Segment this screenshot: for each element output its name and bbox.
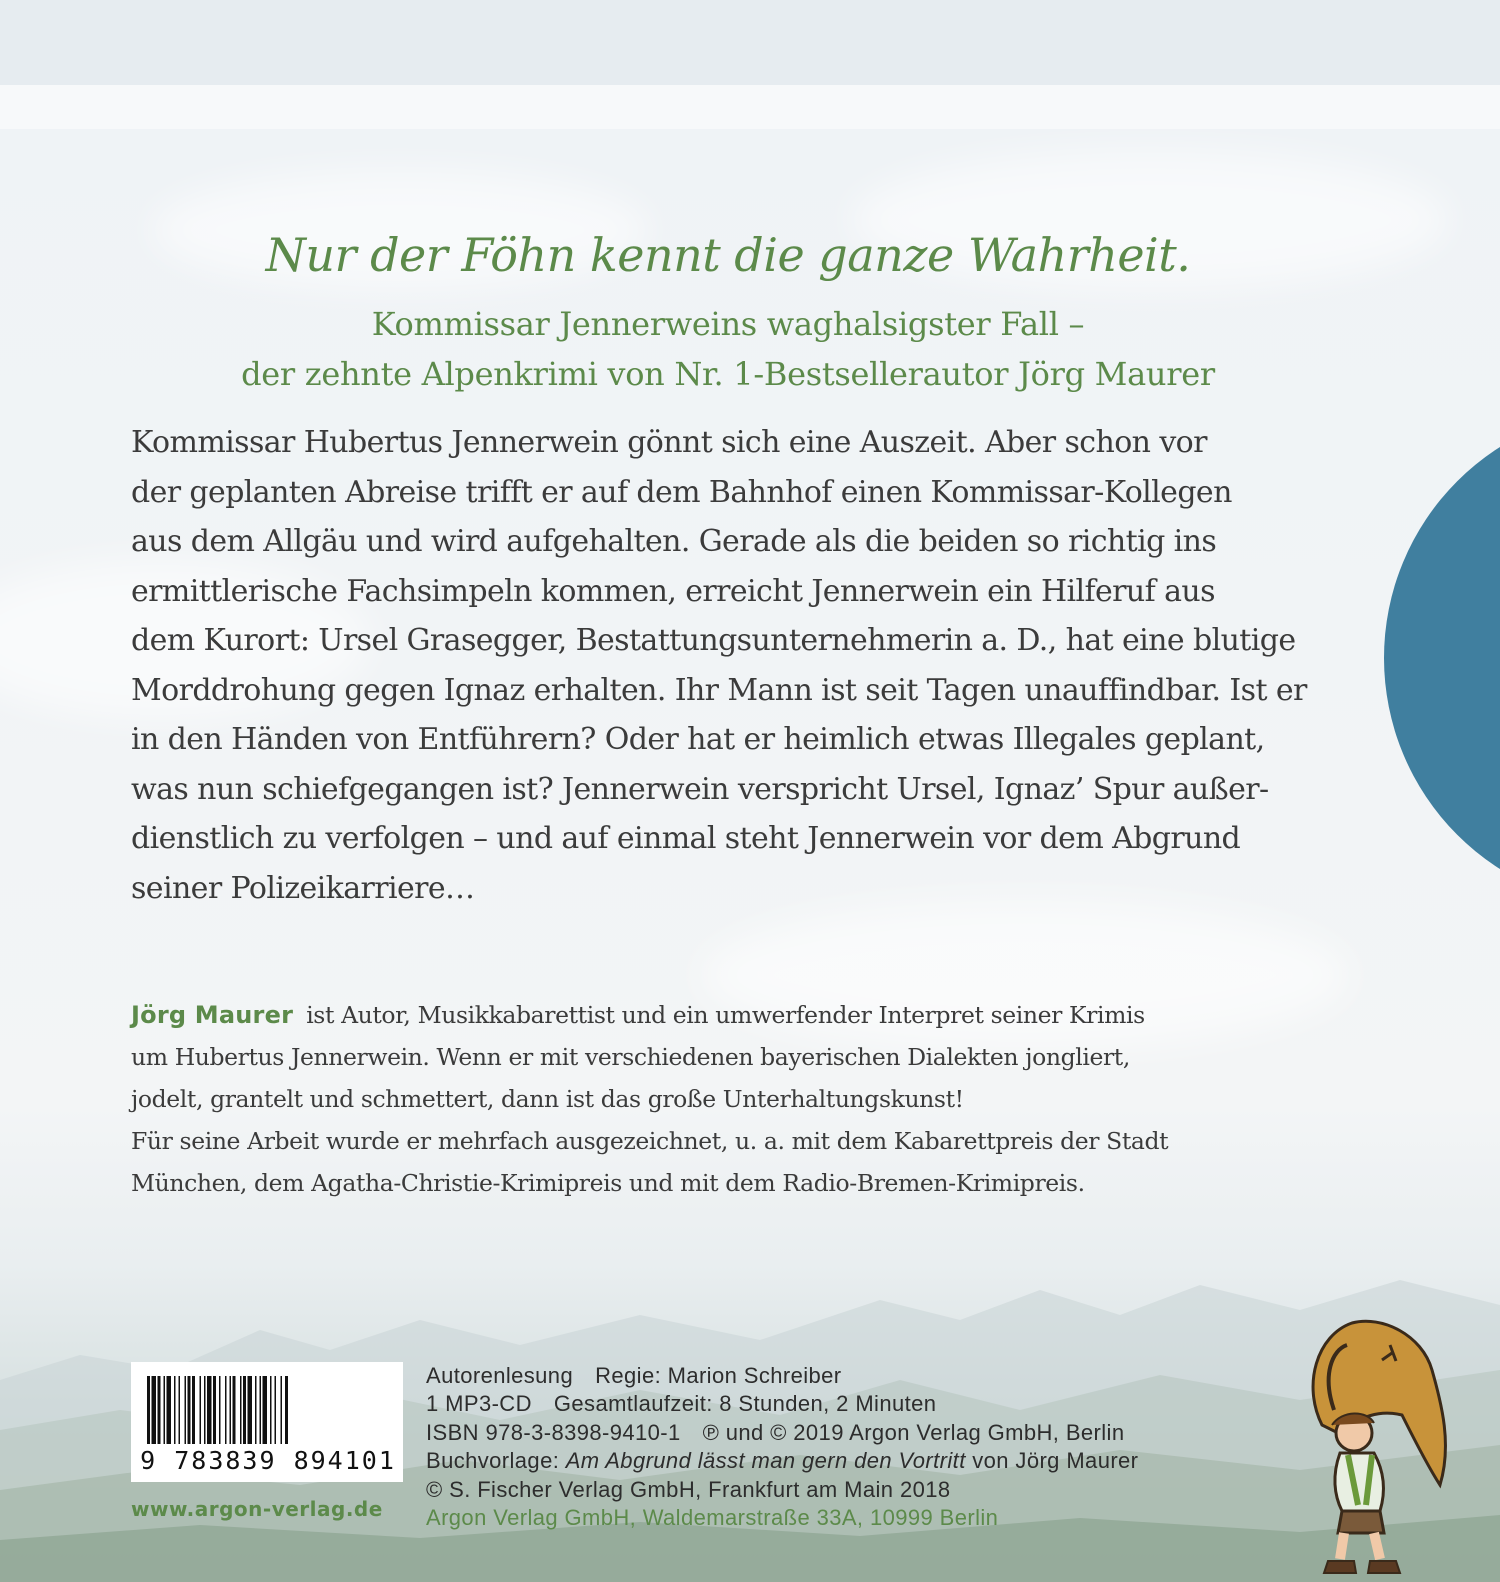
synopsis-line: dienstlich zu verfolgen – und auf einmal steht Jennerwein vor dem Abgrund bbox=[131, 821, 1241, 856]
barcode-bar bbox=[158, 1376, 161, 1444]
info-line: © S. Fischer Verlag GmbH, Frankfurt am Main 2018 bbox=[426, 1476, 951, 1502]
barcode-bar bbox=[164, 1376, 166, 1444]
barcode-bar bbox=[243, 1376, 246, 1444]
info-autorenlesung: Autorenlesung bbox=[426, 1363, 574, 1388]
synopsis-line: der geplanten Abreise trifft er auf dem Bahnhof einen Kommissar-Kollegen bbox=[131, 474, 1232, 510]
synopsis-line: seiner Polizeikarriere… bbox=[131, 870, 475, 906]
info-line bbox=[426, 1390, 1306, 1418]
publisher-website-link[interactable]: www.argon-verlag.de bbox=[131, 1497, 383, 1521]
barcode-bar bbox=[285, 1376, 288, 1444]
barcode-bar bbox=[185, 1376, 187, 1444]
barcode-bar bbox=[233, 1376, 236, 1444]
barcode-bar bbox=[207, 1376, 212, 1444]
info-book-title: Am Abgrund lässt man gern den Vortritt bbox=[565, 1448, 966, 1474]
info-format: 1 MP3-CD bbox=[426, 1391, 532, 1417]
barcode-bar bbox=[263, 1376, 268, 1444]
info-copyright: ℗ und © 2019 Argon Verlag GmbH, Berlin bbox=[702, 1419, 1125, 1445]
author-bio bbox=[131, 994, 1411, 1204]
bio-line: um Hubertus Jennerwein. Wenn er mit verschiedenen bayerischen Dialekten jongliert, bbox=[131, 1043, 1130, 1071]
barcode-bar bbox=[179, 1376, 181, 1444]
subtitle-line-2: der zehnte Alpenkrimi von Nr. 1-Bestsellerautor Jörg Maurer bbox=[241, 355, 1215, 393]
barcode-bar bbox=[219, 1376, 221, 1444]
barcode-bar bbox=[240, 1376, 242, 1444]
synopsis-line: Kommissar Hubertus Jennerwein gönnt sich eine Auszeit. Aber schon vor bbox=[131, 425, 1207, 460]
barcode-bar bbox=[230, 1376, 232, 1444]
info-line bbox=[426, 1447, 1306, 1475]
barcode-icon bbox=[147, 1376, 387, 1444]
synopsis-line: ermittlerische Fachsimpeln kommen, erreicht Jennerwein ein Hilferuf aus bbox=[131, 573, 1215, 609]
synopsis-line: dem Kurort: Ursel Grasegger, Bestattungsunternehmerin a. D., hat eine blutige bbox=[131, 623, 1296, 658]
barcode-bar bbox=[270, 1376, 272, 1444]
info-isbn: ISBN 978-3-8398-9410-1 bbox=[426, 1419, 681, 1445]
synopsis-line: aus dem Allgäu und wird aufgehalten. Gerade als die beiden so richtig ins bbox=[131, 524, 1217, 559]
barcode bbox=[131, 1362, 403, 1482]
barcode-bar bbox=[174, 1376, 176, 1444]
barcode-bar bbox=[255, 1376, 257, 1444]
synopsis-line: in den Händen von Entführern? Oder hat er heimlich etwas Illegales geplant, bbox=[131, 722, 1265, 757]
synopsis bbox=[131, 418, 1351, 913]
bio-line: jodelt, grantelt und schmettert, dann ist das große Unterhaltungskunst! bbox=[131, 1085, 964, 1113]
subtitle-line-1: Kommissar Jennerweins waghalsigster Fall – bbox=[371, 305, 1085, 343]
mountaineer-illustration-icon bbox=[1262, 1315, 1462, 1577]
barcode-bar bbox=[225, 1376, 227, 1444]
tagline: Nur der Föhn kennt die ganze Wahrheit. bbox=[265, 228, 1191, 282]
blue-disc-edge bbox=[1384, 408, 1500, 908]
top-white-band bbox=[0, 85, 1500, 129]
info-regie: Regie: Marion Schreiber bbox=[595, 1363, 842, 1388]
barcode-bar bbox=[213, 1376, 216, 1444]
top-sky-strip bbox=[0, 0, 1500, 85]
barcode-bar bbox=[260, 1376, 262, 1444]
bio-line: Für seine Arbeit wurde er mehrfach ausgezeichnet, u. a. mit dem Kabarettpreis der Stadt bbox=[131, 1127, 1169, 1155]
barcode-bar bbox=[188, 1376, 191, 1444]
author-name: Jörg Maurer bbox=[131, 1001, 294, 1029]
bio-line bbox=[131, 994, 1411, 1036]
info-buchvorlage-label: Buchvorlage: bbox=[426, 1448, 560, 1474]
barcode-bar bbox=[167, 1376, 172, 1444]
barcode-bar bbox=[275, 1376, 277, 1444]
production-info bbox=[426, 1362, 1306, 1532]
bio-line: München, dem Agatha-Christie-Krimipreis und mit dem Radio-Bremen-Krimipreis. bbox=[131, 1169, 1085, 1197]
barcode-bar bbox=[192, 1376, 195, 1444]
publisher-address: Argon Verlag GmbH, Waldemarstraße 33A, 10999 Berlin bbox=[426, 1505, 999, 1531]
synopsis-line: Morddrohung gegen Ignaz erhalten. Ihr Mann ist seit Tagen unauffindbar. Ist er bbox=[131, 672, 1307, 708]
info-runtime: Gesamtlaufzeit: 8 Stunden, 2 Minuten bbox=[553, 1391, 937, 1417]
info-line bbox=[426, 1362, 1306, 1390]
barcode-number: 9 783839 894101 bbox=[140, 1446, 396, 1475]
info-book-author: von Jörg Maurer bbox=[972, 1448, 1139, 1474]
barcode-bar bbox=[248, 1376, 253, 1444]
info-line bbox=[426, 1419, 1306, 1447]
barcode-bar bbox=[204, 1376, 206, 1444]
barcode-bar bbox=[147, 1376, 150, 1444]
barcode-bar bbox=[281, 1376, 283, 1444]
bio-line-1-text: ist Autor, Musikkabarettist und ein umwerfender Interpret seiner Krimis bbox=[306, 1001, 1145, 1029]
barcode-bar bbox=[152, 1376, 157, 1444]
barcode-bar bbox=[200, 1376, 202, 1444]
synopsis-line: was nun schiefgegangen ist? Jennerwein verspricht Ursel, Ignaz’ Spur außer- bbox=[131, 771, 1269, 807]
